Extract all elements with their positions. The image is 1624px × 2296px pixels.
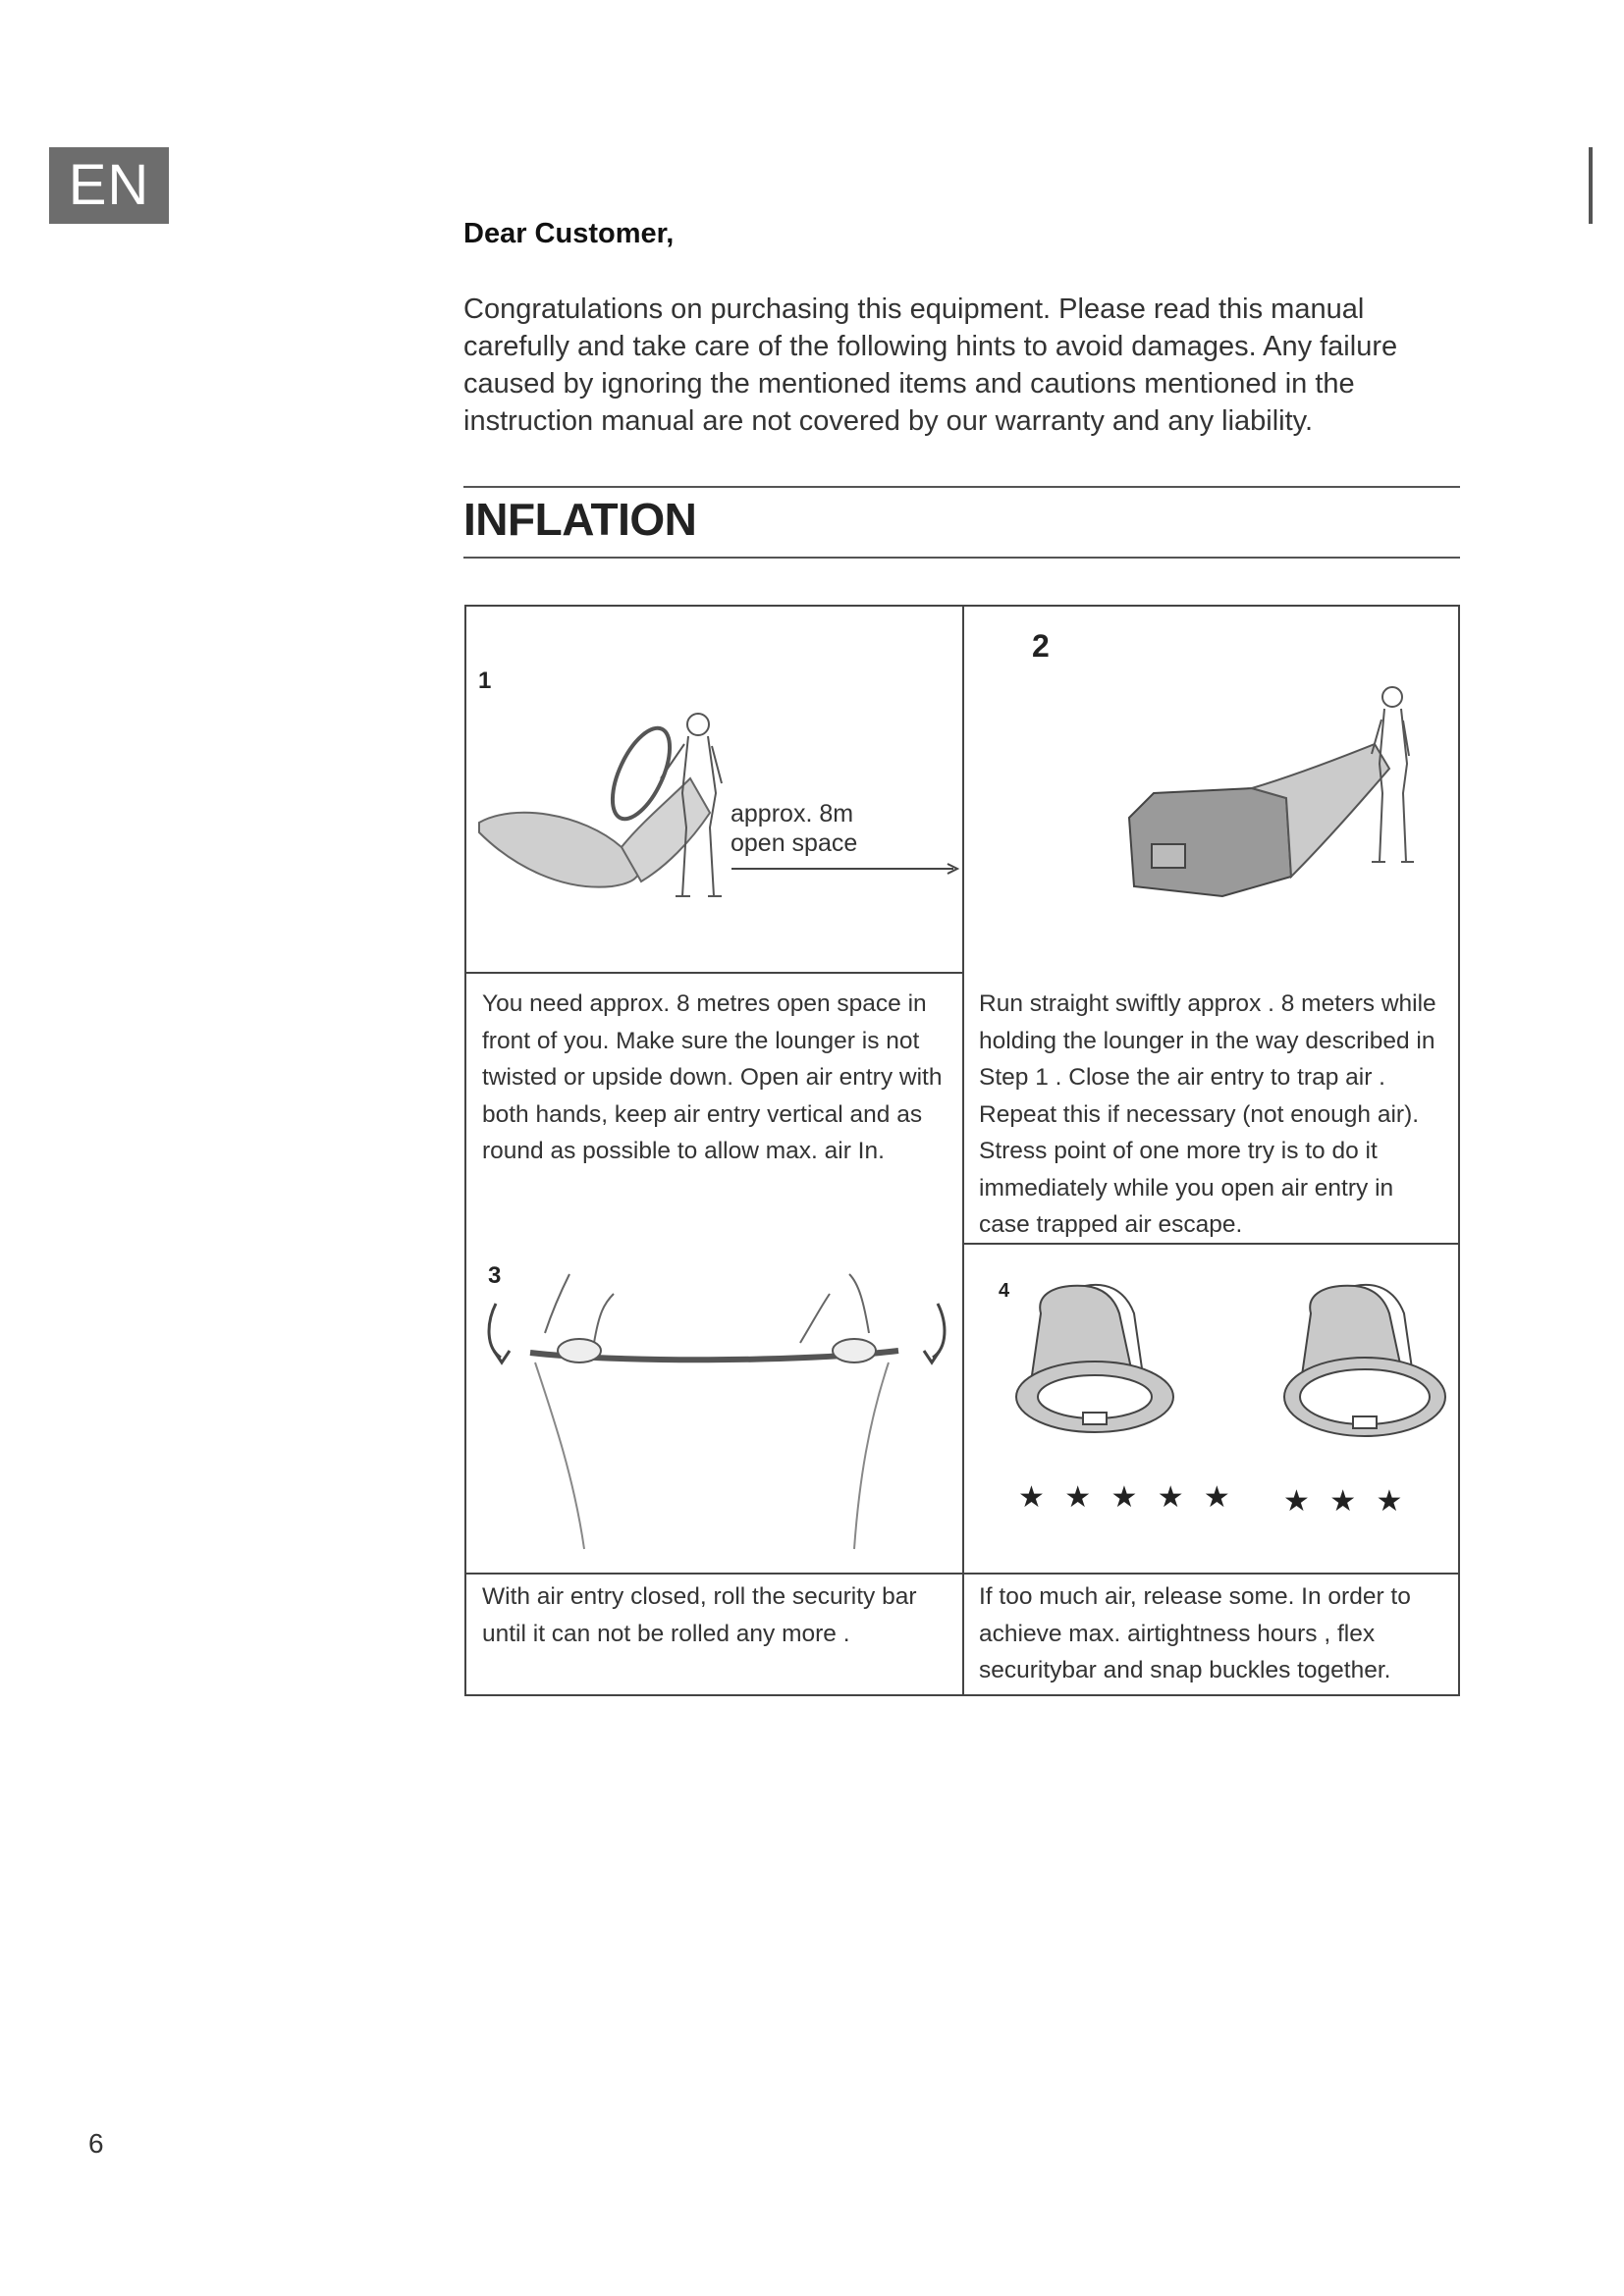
step-2-number: 2 bbox=[1032, 628, 1050, 664]
grid-line-step1 bbox=[466, 972, 962, 974]
arrow-icon bbox=[730, 862, 960, 876]
inflation-steps-grid bbox=[464, 605, 1460, 1696]
language-badge: EN bbox=[49, 147, 169, 224]
step-3-number: 3 bbox=[488, 1262, 502, 1289]
step-1-number: 1 bbox=[478, 667, 492, 694]
step-1-figure-label bbox=[731, 799, 857, 858]
step-2-text: Run straight swiftly approx . 8 meters while holding the lounger in the way described in Step 1 . Close the air entry to trap air . Repeat this if necessary (not enough air). Stress point of one more try is to do it immediately while you open air entry in case trapped air escape. bbox=[979, 990, 1436, 1238]
page-edge-marker bbox=[1589, 147, 1593, 224]
step-2-illustration bbox=[1114, 675, 1429, 921]
section-title: INFLATION bbox=[463, 494, 697, 545]
section-rule-bottom bbox=[463, 557, 1460, 559]
rating-five-stars: ★ ★ ★ ★ ★ bbox=[1018, 1481, 1236, 1514]
greeting: Dear Customer, bbox=[463, 218, 675, 249]
figure-label-line2: open space bbox=[731, 829, 858, 857]
intro-paragraph: Congratulations on purchasing this equipment. Please read this manual carefully and take care of the following hints to avoid damages. Any failure caused by ignoring the mentioned items and cautions mentioned in the instruction manual are not covered by our warranty and any liability. bbox=[463, 294, 1398, 437]
step-1-text: You need approx. 8 metres open space in front of you. Make sure the lounger is not twisted or upside down. Open air entry with both hands, keep air entry vertical and as round as possible to allow max. air In. bbox=[482, 990, 943, 1164]
grid-center-divider bbox=[962, 607, 964, 1696]
page-number: 6 bbox=[88, 2128, 104, 2159]
step-4-illustration bbox=[997, 1274, 1448, 1470]
step-4-number: 4 bbox=[999, 1280, 1010, 1302]
figure-label-line1: approx. 8m bbox=[731, 800, 854, 828]
grid-line-steps34 bbox=[466, 1573, 1458, 1575]
step-3-text: With air entry closed, roll the security bar until it can not be rolled any more . bbox=[482, 1583, 917, 1647]
step-4-text: If too much air, release some. In order to achieve max. airtightness hours , flex securitybar and snap buckles together. bbox=[979, 1583, 1411, 1683]
step-3-illustration bbox=[476, 1264, 957, 1559]
section-rule-top bbox=[463, 486, 1460, 488]
rating-three-stars: ★ ★ ★ bbox=[1283, 1485, 1409, 1518]
